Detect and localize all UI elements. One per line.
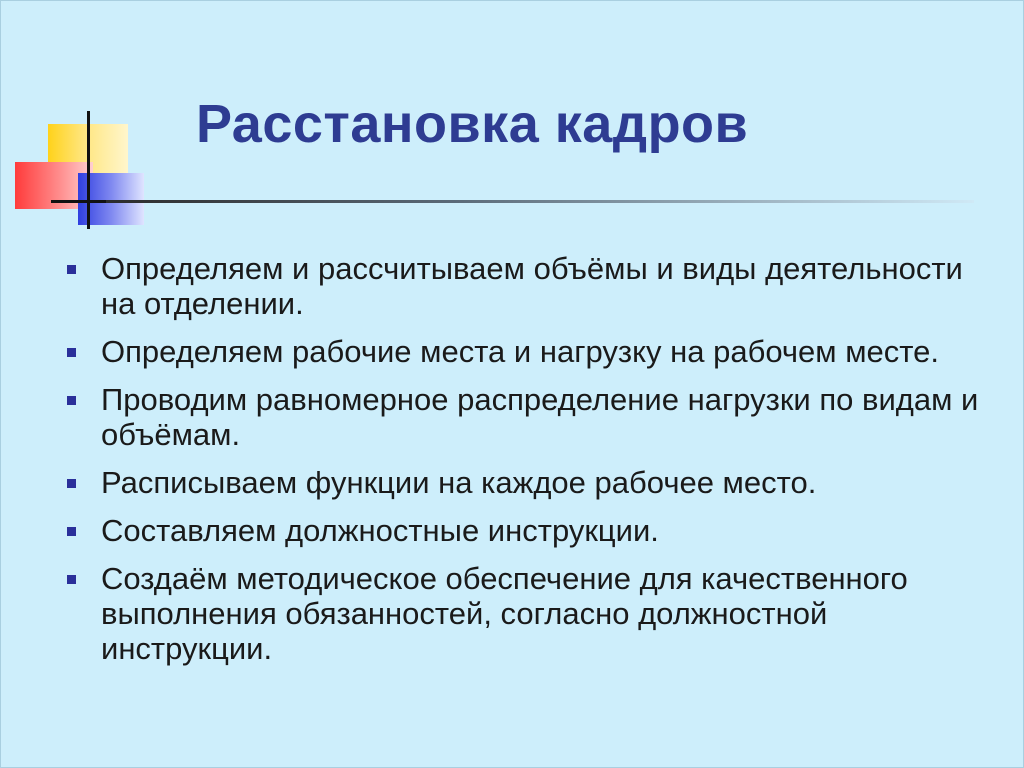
list-item-text: Проводим равномерное распределение нагрузки по видам и объёмам. bbox=[101, 382, 979, 452]
slide-title: Расстановка кадров bbox=[196, 94, 749, 154]
square-bullet-icon bbox=[67, 479, 76, 488]
bullet-list bbox=[61, 251, 1001, 679]
square-bullet-icon bbox=[67, 527, 76, 536]
list-item bbox=[61, 561, 1001, 666]
list-item bbox=[61, 251, 1001, 321]
square-bullet-icon bbox=[67, 575, 76, 584]
list-item bbox=[61, 382, 1001, 452]
list-item-text: Определяем и рассчитываем объёмы и виды деятельности на отделении. bbox=[101, 251, 963, 321]
list-item-text: Составляем должностные инструкции. bbox=[101, 513, 659, 548]
list-item-text: Создаём методическое обеспечение для качественного выполнения обязанностей, согласно должностной инструкции. bbox=[101, 561, 908, 666]
list-item bbox=[61, 334, 1001, 369]
horizontal-rule-left bbox=[51, 200, 111, 203]
vertical-rule bbox=[87, 111, 90, 229]
square-bullet-icon bbox=[67, 265, 76, 274]
square-bullet-icon bbox=[67, 348, 76, 357]
list-item bbox=[61, 465, 1001, 500]
square-bullet-icon bbox=[67, 396, 76, 405]
title-underline bbox=[106, 200, 974, 203]
decorative-squares bbox=[1, 1, 161, 241]
list-item-text: Определяем рабочие места и нагрузку на рабочем месте. bbox=[101, 334, 939, 369]
list-item-text: Расписываем функции на каждое рабочее место. bbox=[101, 465, 817, 500]
list-item bbox=[61, 513, 1001, 548]
